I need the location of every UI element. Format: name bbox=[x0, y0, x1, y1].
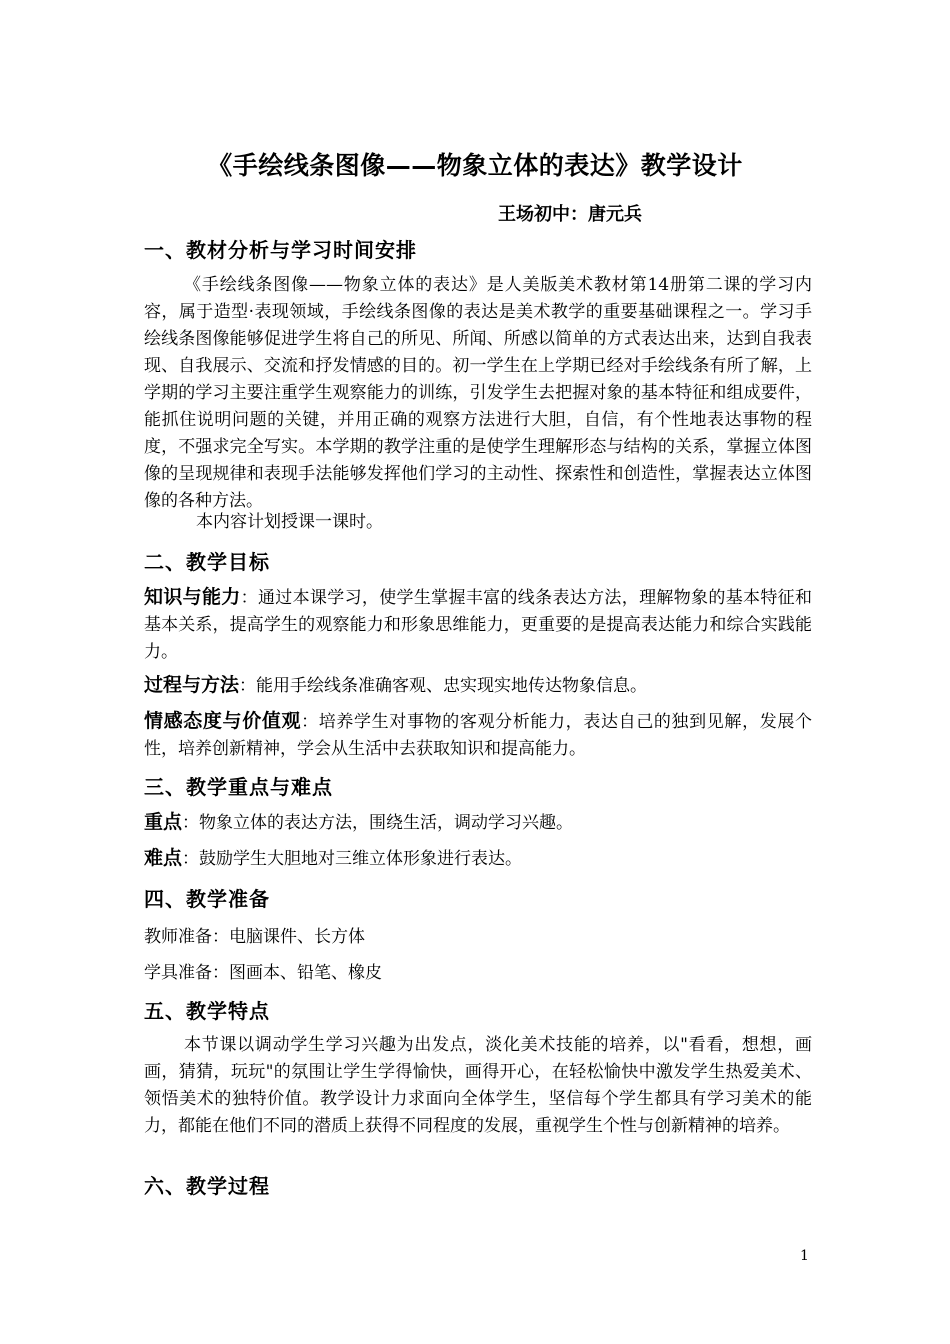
goal-emotion bbox=[144, 708, 812, 763]
section-heading-4: 四、教学准备 bbox=[144, 887, 270, 911]
section-heading-2: 二、教学目标 bbox=[144, 550, 270, 574]
section-heading-6: 六、教学过程 bbox=[144, 1174, 270, 1198]
goal-emotion-label: 情感态度与价值观 bbox=[144, 710, 302, 732]
key-point-text: ：物象立体的表达方法，围绕生活，调动学习兴趣。 bbox=[182, 813, 574, 833]
goal-process-text: ：能用手绘线条准确客观、忠实现实地传达物象信息。 bbox=[239, 676, 648, 696]
section-1-paragraph: 《手绘线条图像——物象立体的表达》是人美版美术教材第14册第二课的学习内容，属于造型·表现领域，手绘线条图像的表达是美术教学的重要基础课程之一。学习手绘线条图像能够促进学生将自己的所见、所闻、所感以简单的方式表达出来，达到自我表现、自我展示、交流和抒发情感的目的。初一学生在上学期已经对手绘线条有所了解，上学期的学习主要注重学生观察能力的训练，引发学生去把握对象的基本特征和组成要件，能抓住说明问题的关键，并用正确的观察方法进行大胆，自信，有个性地表达事物的程度，不强求完全写实。本学期的教学注重的是使学生理解形态与结构的关系，掌握立体图像的呈现规律和表现手法能够发挥他们学习的主动性、探索性和创造性，掌握表达立体图像的各种方法。 bbox=[144, 275, 812, 511]
section-heading-1: 一、教材分析与学习时间安排 bbox=[144, 238, 417, 262]
goal-process bbox=[144, 672, 812, 700]
difficult-point-text: ：鼓励学生大胆地对三维立体形象进行表达。 bbox=[182, 849, 523, 869]
section-1-schedule: 本内容计划授课一课时。 bbox=[196, 512, 383, 532]
goal-emotion-text: ：培养学生对事物的客观分析能力，表达自己的独到见解，发展个性，培养创新精神，学会从生活中去获取知识和提高能力。 bbox=[144, 712, 812, 759]
difficult-point bbox=[144, 845, 812, 873]
difficult-point-label: 难点 bbox=[144, 847, 183, 869]
key-point bbox=[144, 809, 812, 837]
author-line: 王场初中：唐元兵 bbox=[498, 204, 642, 225]
page-number: 1 bbox=[800, 1248, 809, 1264]
goal-process-label: 过程与方法 bbox=[144, 674, 240, 696]
goal-knowledge-label: 知识与能力 bbox=[144, 586, 241, 608]
section-heading-3: 三、教学重点与难点 bbox=[144, 775, 333, 799]
key-point-label: 重点 bbox=[144, 811, 183, 833]
teacher-prep: 教师准备：电脑课件、长方体 bbox=[144, 927, 365, 947]
student-prep: 学具准备：图画本、铅笔、橡皮 bbox=[144, 963, 382, 983]
document-title: 《手绘线条图像——物象立体的表达》教学设计 bbox=[207, 151, 743, 180]
section-heading-5: 五、教学特点 bbox=[144, 999, 270, 1023]
goal-knowledge-text: ：通过本课学习，使学生掌握丰富的线条表达方法，理解物象的基本特征和基本关系，提高学生的观察能力和形象思维能力，更重要的是提高表达能力和综合实践能力。 bbox=[144, 588, 812, 662]
goal-knowledge bbox=[144, 584, 812, 666]
section-5-paragraph: 本节课以调动学生学习兴趣为出发点，淡化美术技能的培养，以"看看，想想，画画，猜猜，玩玩"的氛围让学生学得愉快，画得开心，在轻松愉快中激发学生热爱美术、领悟美术的独特价值。教学设计力求面向全体学生，坚信每个学生都具有学习美术的能力，都能在他们不同的潜质上获得不同程度的发展，重视学生个性与创新精神的培养。 bbox=[144, 1035, 812, 1136]
